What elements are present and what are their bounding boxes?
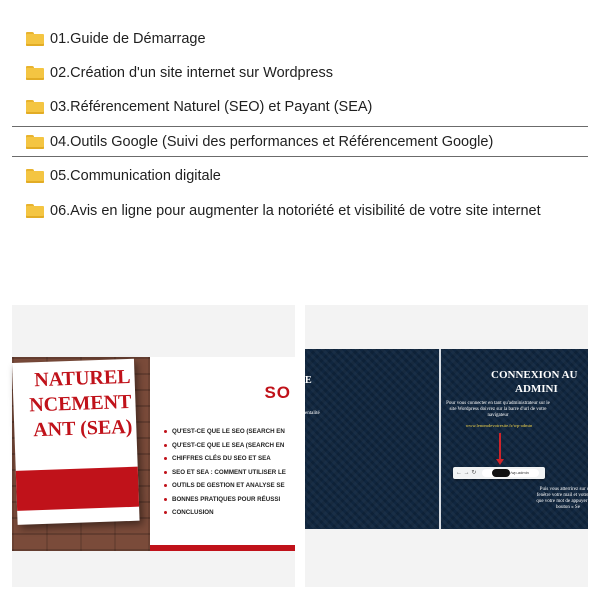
folder-row-05[interactable]: [12, 162, 588, 190]
summary-item: CONCLUSION: [172, 506, 296, 520]
arrow-down-icon: [499, 433, 501, 461]
slide-instructions: Pour vous connecter en tant qu'administrateur sur le site Wordpress doivrez sur la barre d'url de votre navigateur: [446, 401, 550, 418]
summary-item: CHIFFRES CLÉS DU SEO ET SEA: [172, 452, 296, 466]
browser-address-bar: [453, 467, 545, 479]
folder-row-01[interactable]: [12, 25, 588, 53]
address-text: /wp-admin: [510, 470, 529, 475]
folder-icon: [26, 32, 44, 46]
slide-thumbnail-seo-sea[interactable]: [12, 305, 295, 587]
slide-bottom-text: Puis vous atterrirez sur cette fenêtre votre mail et votre ainsi que votre mot de appuyer sur le bouton « Se: [536, 487, 600, 510]
folder-label: 01.Guide de Démarrage: [50, 31, 206, 47]
folder-row-03[interactable]: [12, 93, 588, 121]
folder-label: 03.Référencement Naturel (SEO) et Payant (SEA): [50, 99, 373, 115]
summary-title: SO: [264, 383, 291, 402]
folder-label: 04.Outils Google (Suivi des performances et Référencement Google): [50, 133, 494, 150]
folder-row-06[interactable]: [12, 197, 588, 225]
slide-preview: [305, 349, 600, 529]
redacted-block: [492, 469, 510, 477]
slide-subtitle: ADMINI: [515, 383, 558, 395]
summary-item: QU'EST-CE QUE LE SEO (SEARCH EN: [172, 425, 296, 439]
slide-card-title: [12, 365, 133, 444]
summary-item: QU'EST-CE QUE LE SEA (SEARCH EN: [172, 439, 296, 453]
card-title-line: NCEMENT: [28, 390, 132, 417]
folder-icon: [26, 135, 44, 149]
card-title-line: NATUREL: [33, 365, 131, 392]
folder-label: 05.Communication digitale: [50, 168, 221, 184]
summary-item: OUTILS DE GESTION ET ANALYSE SE: [172, 479, 296, 493]
card-title-line: ANT (SEA): [32, 415, 133, 442]
folder-icon: [26, 204, 44, 218]
summary-panel: [150, 357, 295, 551]
slide-left-text: entalité: [305, 411, 320, 416]
card-red-bar: [16, 467, 139, 511]
slide-thumbnail-wp-admin[interactable]: [305, 305, 600, 587]
summary-list: [172, 425, 296, 520]
folder-row-04[interactable]: [12, 126, 588, 157]
arrow-head-icon: [496, 459, 504, 465]
slide-title: CONNEXION AU: [491, 369, 578, 381]
folder-icon: [26, 100, 44, 114]
slide-title-card: [12, 359, 140, 525]
panel-red-bar: [150, 545, 295, 551]
folder-icon: [26, 66, 44, 80]
folder-label: 02.Création d'un site internet sur Wordpress: [50, 65, 333, 81]
folder-label: 06.Avis en ligne pour augmenter la notoriété et visibilité de votre site internet: [50, 203, 541, 219]
slide-preview: [12, 357, 295, 551]
browser-nav-icon: ← → ↻: [456, 470, 477, 476]
slide-divider: [439, 349, 441, 529]
folder-icon: [26, 169, 44, 183]
address-field: [482, 469, 539, 477]
summary-item: BONNES PRATIQUES POUR RÉUSSI: [172, 493, 296, 507]
slide-left-heading: E: [305, 375, 312, 386]
summary-item: SEO ET SEA : COMMENT UTILISER LE: [172, 466, 296, 480]
slide-url: www.lenomdevotresite.fr/wp-admin: [465, 423, 533, 428]
folder-row-02[interactable]: [12, 59, 588, 87]
